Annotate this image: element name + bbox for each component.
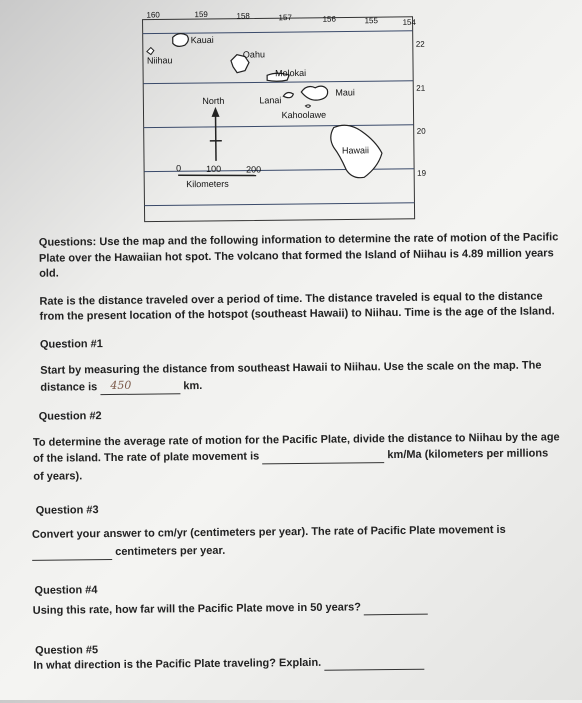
longitude-label: 155 <box>365 16 379 25</box>
question-5-answer-line <box>33 654 424 674</box>
latitude-label: 22 <box>416 40 426 49</box>
kauai-label: Kauai <box>191 35 214 45</box>
latitude-label: 20 <box>417 127 427 136</box>
grid-line <box>143 31 413 34</box>
question-3-suffix: centimeters per year. <box>115 545 225 558</box>
intro-line: Questions: Use the map and the following information to determine the rate of motion of the Pacific <box>39 229 559 250</box>
scale-mid: 100 <box>206 164 221 174</box>
longitude-label: 159 <box>194 10 208 19</box>
grid-line <box>144 125 414 128</box>
question-3-answer-field[interactable] <box>32 559 112 561</box>
lanai-island <box>283 92 293 97</box>
niihau-island <box>147 48 154 55</box>
kahoolawe-island <box>305 105 310 108</box>
oahu-label: Oahu <box>243 49 265 59</box>
kahoolawe-label: Kahoolawe <box>281 110 326 120</box>
question-5-title: Question #5 <box>35 642 98 659</box>
lanai-label: Lanai <box>259 95 281 105</box>
question-2-prefix: of the island. The rate of plate movement is <box>33 450 259 464</box>
maui-island <box>301 86 327 100</box>
map-frame <box>143 17 415 222</box>
scale-zero: 0 <box>176 163 181 173</box>
rate-line: from the present location of the hotspot (southeast Hawaii) to Niihau. Time is the age of the Island. <box>40 303 555 324</box>
question-4-title: Question #4 <box>34 582 97 599</box>
niihau-label: Niihau <box>147 55 173 65</box>
hawaii-label: Hawaii <box>342 145 369 155</box>
question-1-handwritten-answer: 450 <box>100 379 131 392</box>
question-1-title: Question #1 <box>40 336 103 353</box>
longitude-label: 157 <box>278 13 292 22</box>
scale-max: 200 <box>246 164 261 174</box>
question-3-title: Question #3 <box>36 502 99 519</box>
scale-bar <box>178 174 256 176</box>
north-label: North <box>202 96 224 106</box>
longitude-label: 156 <box>322 15 336 24</box>
longitude-label: 160 <box>146 10 160 19</box>
maui-label: Maui <box>335 87 355 97</box>
question-1-prefix: distance is <box>40 381 97 394</box>
question-1-suffix: km. <box>183 380 202 392</box>
question-2-text: of years). <box>33 468 82 485</box>
question-1-text: Start by measuring the distance from southeast Hawaii to Niihau. Use the scale on the map. The <box>40 357 541 378</box>
question-2-text: To determine the average rate of motion for the Pacific Plate, divide the distance to Niihau by the age <box>33 429 560 451</box>
kauai-island <box>173 34 189 47</box>
question-1-answer-field[interactable] <box>100 377 180 395</box>
question-1-answer-line <box>40 377 202 396</box>
hawaii-map <box>0 0 581 233</box>
question-5-answer-field[interactable] <box>324 669 424 671</box>
latitude-label: 21 <box>416 84 426 93</box>
question-2-answer-field[interactable] <box>262 462 384 464</box>
question-4-text: Using this rate, how far will the Pacific Plate move in 50 years? <box>33 601 361 616</box>
longitude-label: 158 <box>236 12 250 21</box>
question-4-answer-line <box>33 599 428 619</box>
question-5-text: In what direction is the Pacific Plate traveling? Explain. <box>33 657 321 672</box>
latitude-label: 19 <box>417 169 427 178</box>
question-3-text: Convert your answer to cm/yr (centimeters per year). The rate of Pacific Plate movement is <box>32 522 506 543</box>
longitude-label: 154 <box>403 18 417 27</box>
intro-line: old. <box>39 266 59 282</box>
question-2-suffix: km/Ma (kilometers per millions <box>387 447 548 461</box>
question-4-answer-field[interactable] <box>364 614 428 616</box>
grid-line <box>144 203 414 206</box>
intro-line: Plate over the Hawaiian hot spot. The volcano that formed the Island of Niihau is 4.89 million years <box>39 245 554 266</box>
question-3-answer-line <box>32 543 225 561</box>
rate-line: Rate is the distance traveled over a period of time. The distance traveled is equal to the distance <box>39 288 542 309</box>
molokai-label: Molokai <box>275 68 306 78</box>
scale-unit: Kilometers <box>186 179 229 189</box>
question-2-title: Question #2 <box>39 408 102 425</box>
